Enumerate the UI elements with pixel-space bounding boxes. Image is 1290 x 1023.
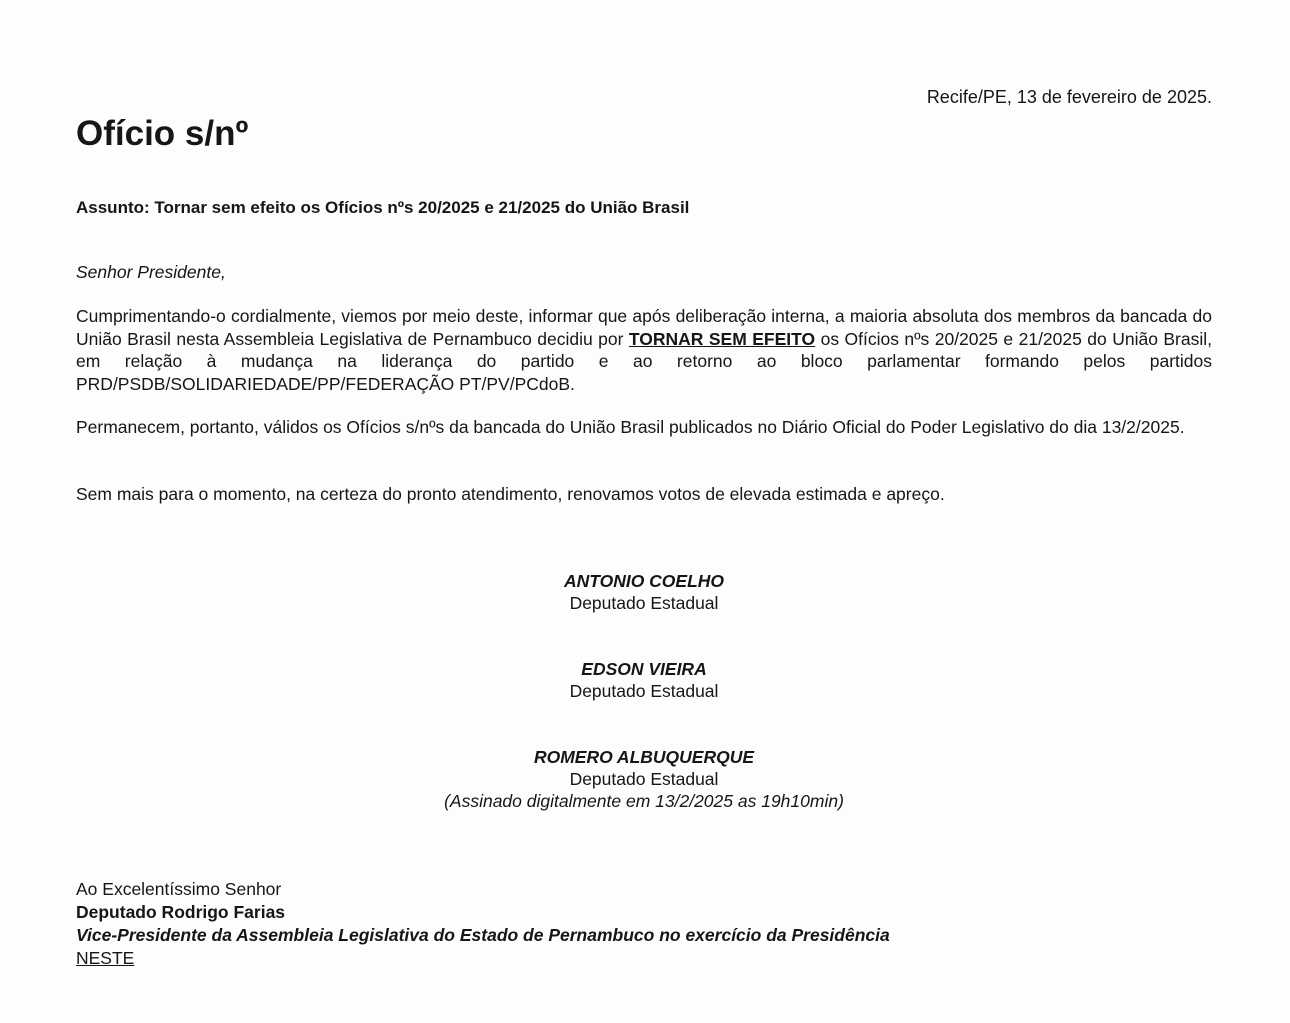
- document-title: Ofício s/nº: [76, 114, 249, 153]
- p1-text-before: Cumprimentando-o cordialmente, viemos por meio deste, informar que após deliberação interna, a maioria absoluta dos membros da bancada do União Brasil nesta Assembleia Legislativa de Pernambuco decidiu por: [76, 306, 1212, 349]
- addressee-greeting: Ao Excelentíssimo Senhor: [76, 879, 282, 899]
- signature-3: [76, 746, 1212, 834]
- addressee-role: Vice-Presidente da Assembleia Legislativa do Estado de Pernambuco no exercício da Presidência: [76, 925, 890, 945]
- digital-signature-note: (Assinado digitalmente em 13/2/2025 as 19h10min): [444, 791, 844, 811]
- date-line: Recife/PE, 13 de fevereiro de 2025.: [926, 87, 1212, 107]
- signer-name: EDSON VIEIRA: [581, 659, 707, 679]
- p1-emphasis: TORNAR SEM EFEITO: [628, 328, 816, 349]
- signature-1: [76, 570, 1212, 658]
- signer-name: ANTONIO COELHO: [563, 571, 725, 591]
- signer-role: Deputado Estadual: [569, 593, 719, 613]
- signer-role: Deputado Estadual: [569, 769, 719, 789]
- salutation: Senhor Presidente,: [76, 262, 226, 282]
- subject-line: Assunto: Tornar sem efeito os Ofícios nºs 20/2025 e 21/2025 do União Brasil: [76, 198, 690, 217]
- addressee-destination: NESTE: [76, 948, 135, 968]
- body-paragraph-3: Sem mais para o momento, na certeza do pronto atendimento, renovamos votos de elevada estimada e apreço.: [76, 484, 945, 504]
- document-page: [76, 0, 1212, 1023]
- signature-block: [76, 570, 1212, 834]
- signature-2: [76, 658, 1212, 746]
- body-paragraph-2: Permanecem, portanto, válidos os Ofícios s/nºs da bancada do União Brasil publicados no Diário Oficial do Poder Legislativo do dia 13/2/2025.: [76, 417, 1185, 437]
- p1-text-after: os Ofícios nºs 20/2025 e 21/2025 do União Brasil, em relação à mudança na liderança do partido e ao retorno ao bloco parlamentar formando pelos partidos PRD/PSDB/SOLIDARIEDADE/PP/FEDERAÇÃO PT/PV/PCdoB.: [76, 328, 1212, 394]
- addressee-name: Deputado Rodrigo Farias: [76, 902, 286, 922]
- signer-role: Deputado Estadual: [569, 681, 719, 701]
- body-paragraph-1: [76, 305, 1212, 395]
- signer-name: ROMERO ALBUQUERQUE: [533, 747, 755, 767]
- addressee-block: [76, 878, 890, 970]
